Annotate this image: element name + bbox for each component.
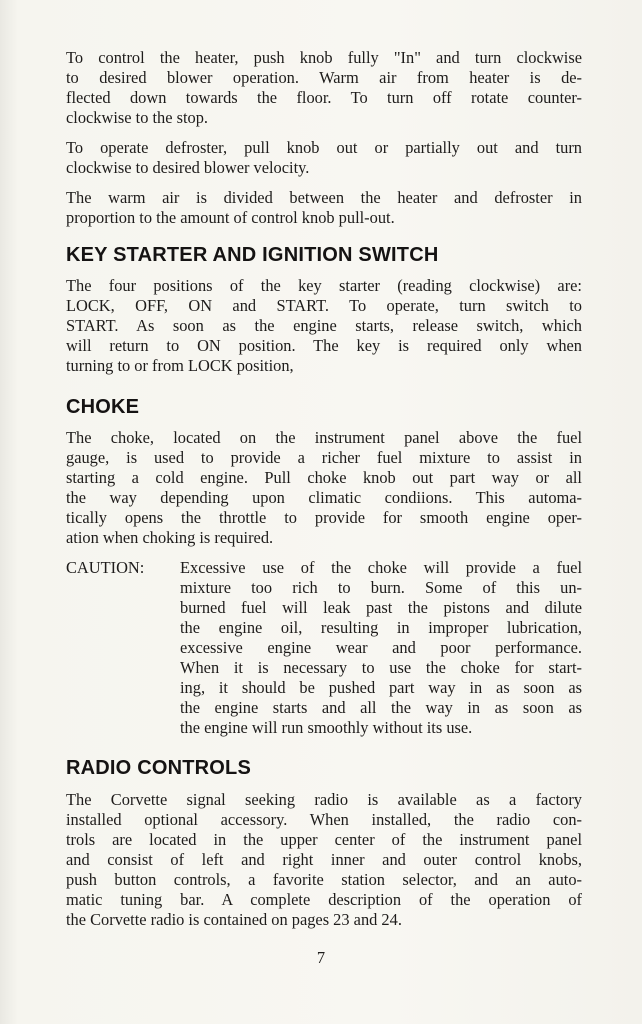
paragraph-radio bbox=[66, 790, 582, 930]
text-line: the engine starts and all the way in as soon as bbox=[180, 698, 582, 717]
heading-choke: CHOKE bbox=[66, 396, 140, 418]
text-line: burned fuel will leak past the pistons and dilute bbox=[180, 598, 582, 617]
text-line: starting a cold engine. Pull choke knob out part way or all bbox=[66, 468, 582, 487]
text-line: the Corvette radio is contained on pages 23 and 24. bbox=[66, 910, 402, 929]
text-line: proportion to the amount of control knob pull-out. bbox=[66, 208, 395, 227]
text-line: To control the heater, push knob fully "In" and turn clockwise bbox=[66, 48, 582, 67]
text-line: trols are located in the upper center of the instrument panel bbox=[66, 830, 582, 849]
text-line: When it is necessary to use the choke for start- bbox=[180, 658, 582, 677]
text-line: LOCK, OFF, ON and START. To operate, turn switch to bbox=[66, 296, 582, 315]
text-line: clockwise to desired blower velocity. bbox=[66, 158, 310, 177]
text-line: The Corvette signal seeking radio is available as a factory bbox=[66, 790, 582, 809]
text-line: clockwise to the stop. bbox=[66, 108, 209, 127]
text-line: START. As soon as the engine starts, release switch, which bbox=[66, 316, 582, 335]
caution-label: CAUTION: bbox=[66, 558, 145, 577]
paragraph-defroster bbox=[66, 138, 582, 178]
text-line: ing, it should be pushed part way in as soon as bbox=[180, 678, 582, 697]
paragraph-caution bbox=[180, 558, 582, 738]
text-line: installed optional accessory. When installed, the radio con- bbox=[66, 810, 582, 829]
text-line: matic tuning bar. A complete description of the operation of bbox=[66, 890, 582, 909]
text-line: to desired blower operation. Warm air from heater is de- bbox=[66, 68, 582, 87]
text-line: gauge, is used to provide a richer fuel mixture to assist in bbox=[66, 448, 582, 467]
paragraph-warm-air bbox=[66, 188, 582, 228]
text-line: the way depending upon climatic condiions. This automa- bbox=[66, 488, 582, 507]
text-line: turning to or from LOCK position, bbox=[66, 356, 294, 375]
paragraph-choke bbox=[66, 428, 582, 548]
text-line: push button controls, a favorite station selector, and an auto- bbox=[66, 870, 582, 889]
paragraph-heater bbox=[66, 48, 582, 128]
text-line: and consist of left and right inner and outer control knobs, bbox=[66, 850, 582, 869]
text-line: Excessive use of the choke will provide a fuel bbox=[180, 558, 582, 577]
text-line: will return to ON position. The key is required only when bbox=[66, 336, 582, 355]
text-line: The choke, located on the instrument panel above the fuel bbox=[66, 428, 582, 447]
page-number: 7 bbox=[316, 948, 326, 967]
heading-radio-controls: RADIO CONTROLS bbox=[66, 757, 252, 779]
text-line: ation when choking is required. bbox=[66, 528, 274, 547]
text-line: tically opens the throttle to provide for smooth engine oper- bbox=[66, 508, 582, 527]
text-line: To operate defroster, pull knob out or partially out and turn bbox=[66, 138, 582, 157]
text-line: flected down towards the floor. To turn off rotate counter- bbox=[66, 88, 582, 107]
text-line: the engine will run smoothly without its use. bbox=[180, 718, 473, 737]
text-line: the engine oil, resulting in improper lubrication, bbox=[180, 618, 582, 637]
text-line: The four positions of the key starter (reading clockwise) are: bbox=[66, 276, 582, 295]
text-line: The warm air is divided between the heater and defroster in bbox=[66, 188, 582, 207]
heading-key-starter: KEY STARTER AND IGNITION SWITCH bbox=[66, 244, 439, 266]
text-line: excessive engine wear and poor performance. bbox=[180, 638, 582, 657]
text-line: mixture too rich to burn. Some of this un- bbox=[180, 578, 582, 597]
paragraph-key-starter bbox=[66, 276, 582, 376]
